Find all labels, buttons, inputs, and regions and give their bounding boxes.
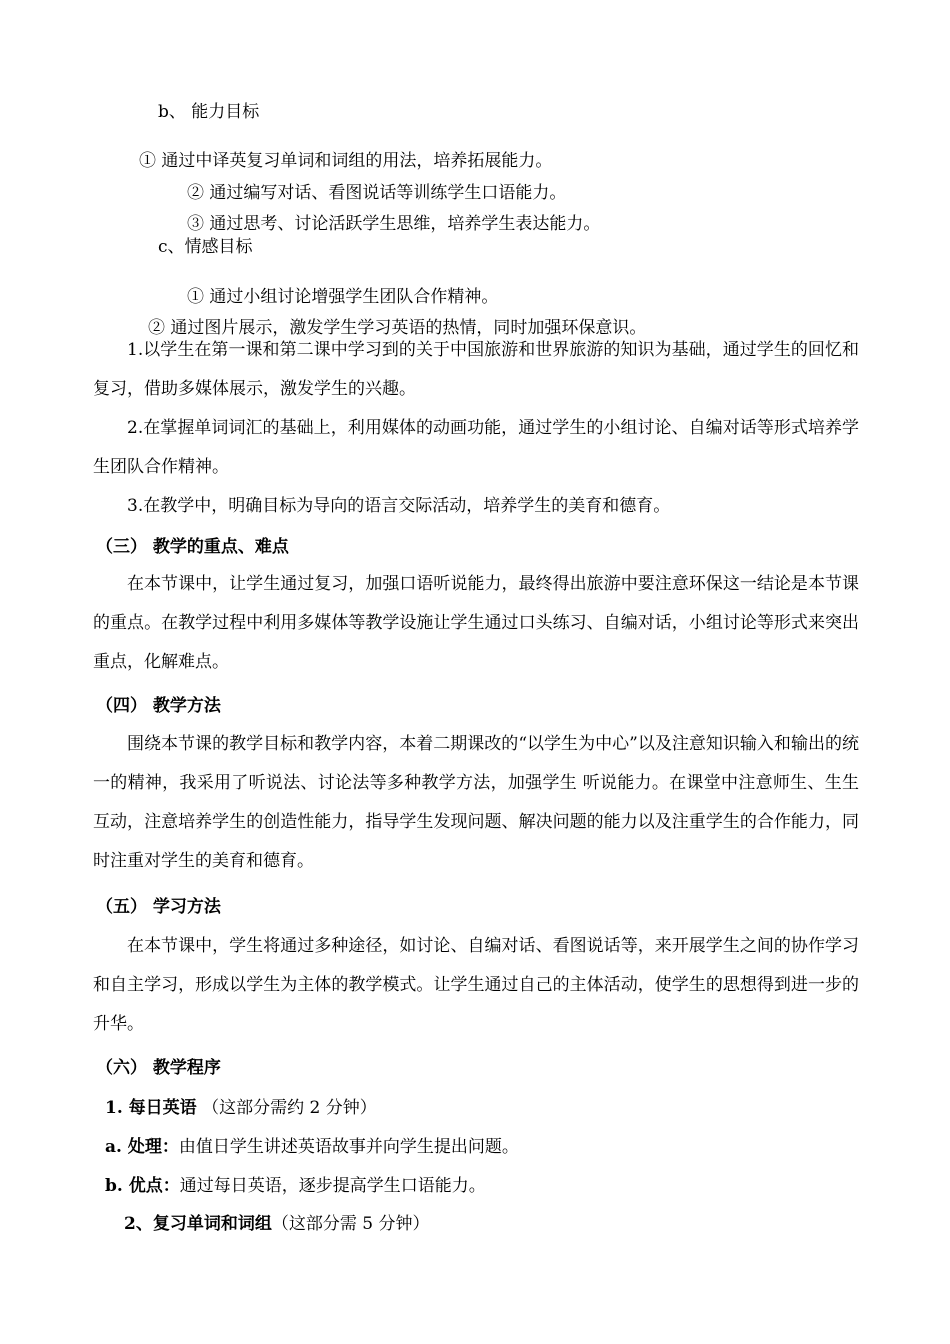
step1-line — [105, 1098, 377, 1118]
numbered-points — [93, 331, 859, 526]
section4-heading: （四） 教学方法 — [96, 696, 221, 716]
ability-goals-heading: b、 能力目标 — [158, 102, 260, 122]
step1-note: （这部分需约 2 分钟） — [202, 1098, 377, 1118]
step1b-text: 通过每日英语，逐步提高学生口语能力。 — [179, 1176, 486, 1196]
section5-heading: （五） 学习方法 — [96, 897, 221, 917]
section5-body: 在本节课中，学生将通过多种途径，如讨论、自编对话、看图说话等，来开展学生之间的协作学习和自主学习，形成以学生为主体的教学模式。让学生通过自己的主体活动，使学生的思想得到进一步的升华。 — [93, 936, 859, 1034]
ability-goal-item-1: ① 通过中译英复习单词和词组的用法，培养拓展能力。 — [139, 151, 553, 171]
step2-note: （这部分需 5 分钟） — [271, 1214, 430, 1234]
section6-heading: （六） 教学程序 — [96, 1058, 221, 1078]
emotion-goal-item-1: ① 通过小组讨论增强学生团队合作精神。 — [187, 287, 499, 307]
step1a-text: 由值日学生讲述英语故事并向学生提出问题。 — [178, 1137, 519, 1157]
numbered-point-1: 1.以学生在第一课和第二课中学习到的关于中国旅游和世界旅游的知识为基础，通过学生的回忆和复习，借助多媒体展示，激发学生的兴趣。 — [93, 340, 859, 399]
step2-line — [124, 1214, 429, 1234]
numbered-point-2: 2.在掌握单词词汇的基础上，利用媒体的动画功能，通过学生的小组讨论、自编对话等形式培养学生团队合作精神。 — [93, 418, 859, 477]
emotion-goals-heading: c、情感目标 — [158, 237, 253, 257]
section3-heading: （三） 教学的重点、难点 — [96, 537, 289, 557]
numbered-point-3: 3.在教学中，明确目标为导向的语言交际活动，培养学生的美育和德育。 — [127, 496, 671, 516]
section4-body: 围绕本节课的教学目标和教学内容，本着二期课改的“以学生为中心”以及注意知识输入和输出的统一的精神，我采用了听说法、讨论法等多种教学方法，加强学生 听说能力。在课堂中注意师生、生生互动，注意培养学生的创造性能力，指导学生发现问题、解决问题的能力以及注重学生的合作能力，同时注重对学生的美育和德育。 — [93, 734, 859, 871]
step1b-label: b. 优点： — [105, 1176, 180, 1196]
emotion-goal-item-2: ② 通过图片展示，激发学生学习英语的热情，同时加强环保意识。 — [148, 318, 647, 338]
step1a-line — [105, 1137, 519, 1157]
ability-goal-item-3: ③ 通过思考、讨论活跃学生思维，培养学生表达能力。 — [187, 214, 601, 234]
section4-body-block — [93, 725, 859, 881]
step1a-label: a. 处理： — [105, 1137, 179, 1157]
step2-title: 2、复习单词和词组 — [124, 1214, 272, 1234]
section3-body-block — [93, 565, 859, 682]
section5-body-block — [93, 927, 859, 1044]
step1-title: 1. 每日英语 — [105, 1098, 197, 1118]
step1b-line — [105, 1176, 486, 1196]
ability-goal-item-2: ② 通过编写对话、看图说话等训练学生口语能力。 — [187, 183, 567, 203]
section3-body: 在本节课中，让学生通过复习，加强口语听说能力，最终得出旅游中要注意环保这一结论是本节课的重点。在教学过程中利用多媒体等教学设施让学生通过口头练习、自编对话，小组讨论等形式来突出重点，化解难点。 — [93, 574, 859, 672]
